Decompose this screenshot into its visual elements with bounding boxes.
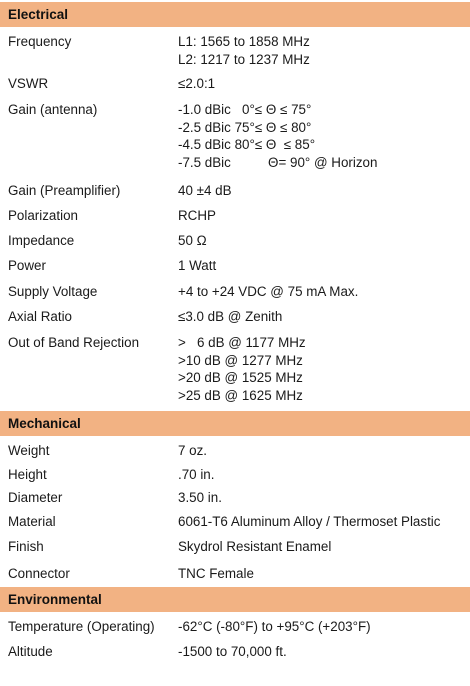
spec-label: Temperature (Operating)	[8, 619, 155, 634]
spec-label: Supply Voltage	[8, 284, 98, 299]
spec-label: VSWR	[8, 76, 49, 91]
spec-label: Axial Ratio	[8, 309, 73, 324]
section-title: Mechanical	[8, 416, 81, 431]
spec-label: Height	[8, 467, 47, 482]
spec-label: Polarization	[8, 208, 78, 223]
section-header-mechanical	[0, 409, 470, 437]
spec-label: Weight	[8, 443, 50, 458]
spec-label: Altitude	[8, 644, 53, 659]
spec-label: Finish	[8, 539, 44, 554]
spec-label: Frequency	[8, 34, 72, 49]
section-title: Electrical	[8, 7, 69, 22]
spec-label: Diameter	[8, 490, 63, 505]
section-header-environmental	[0, 585, 470, 613]
spec-value: TNC Female	[178, 566, 254, 581]
spec-value: 6061-T6 Aluminum Alloy / Thermoset Plastic	[178, 514, 441, 529]
spec-value: 40 ±4 dB	[178, 183, 232, 198]
spec-value: .70 in.	[178, 467, 215, 482]
spec-value: -1500 to 70,000 ft.	[178, 644, 287, 659]
section-title: Environmental	[8, 592, 102, 607]
spec-value: 50 Ω	[178, 233, 207, 248]
spec-label: Out of Band Rejection	[8, 335, 140, 350]
spec-value: +4 to +24 VDC @ 75 mA Max.	[178, 284, 359, 299]
spec-label: Gain (Preamplifier)	[8, 183, 121, 198]
spec-label: Connector	[8, 566, 70, 581]
spec-value: ≤2.0:1	[178, 76, 216, 91]
spec-value: L1: 1565 to 1858 MHz L2: 1217 to 1237 MHz	[178, 34, 310, 67]
spec-label: Material	[8, 514, 56, 529]
spec-value: 1 Watt	[178, 258, 217, 273]
spec-label: Gain (antenna)	[8, 102, 98, 117]
section-header-electrical	[0, 0, 470, 28]
spec-value: 3.50 in.	[178, 490, 222, 505]
spec-label: Power	[8, 258, 46, 273]
spec-value: Skydrol Resistant Enamel	[178, 539, 332, 554]
spec-value: 7 oz.	[178, 443, 208, 458]
spec-value: ≤3.0 dB @ Zenith	[178, 309, 283, 324]
spec-value: > 6 dB @ 1177 MHz >10 dB @ 1277 MHz >20 dB @ 1525 MHz >25 dB @ 1625 MHz	[178, 335, 306, 403]
spec-value: -1.0 dBic 0°≤ Θ ≤ 75° -2.5 dBic 75°≤ Θ ≤ 80° -4.5 dBic 80°≤ Θ ≤ 85° -7.5 dBic Θ= 90° @ Horizon	[178, 102, 378, 170]
spec-value: RCHP	[178, 208, 216, 223]
spec-label: Impedance	[8, 233, 75, 248]
spec-value: -62°C (-80°F) to +95°C (+203°F)	[178, 619, 371, 634]
